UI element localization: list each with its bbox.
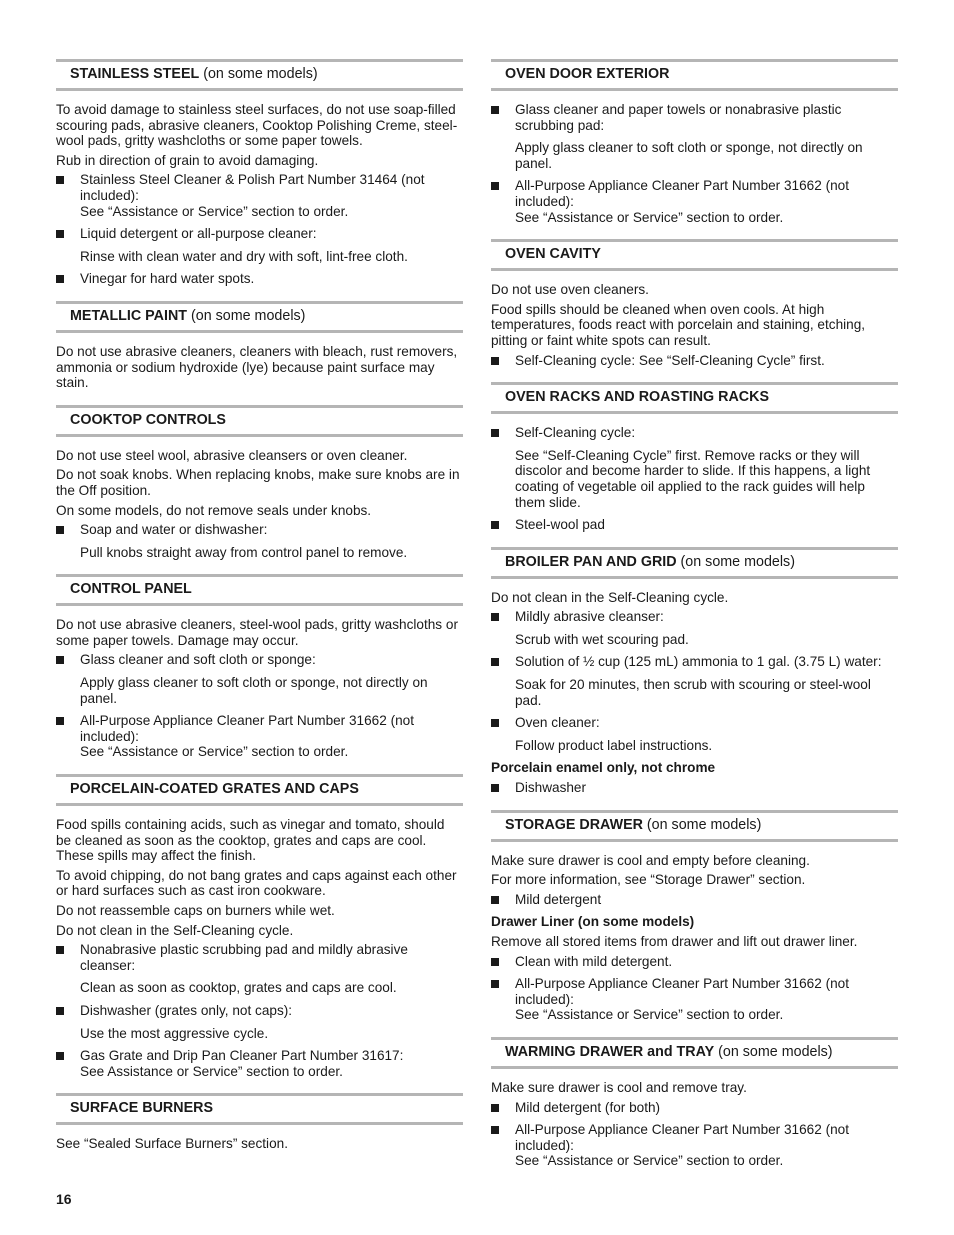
list-item-detail: Clean as soon as cooktop, grates and caps are cool.: [80, 980, 397, 996]
bullet-square-icon: [491, 182, 499, 190]
subheading: Porcelain enamel only, not chrome: [491, 760, 716, 776]
list-item: Mild detergent: [491, 892, 898, 908]
list-item: All-Purpose Appliance Cleaner Part Number 31662 (not included): See “Assistance or Service” section to order.: [491, 178, 898, 225]
section-broiler-pan: [491, 547, 898, 796]
paragraph: Do not use steel wool, abrasive cleansers or oven cleaner.: [56, 447, 408, 463]
section-heading: WARMING DRAWER and TRAY (on some models): [491, 1037, 898, 1069]
section-heading: COOKTOP CONTROLS: [56, 405, 463, 437]
list-item: Self-Cleaning cycle: See “Self-Cleaning Cycle” first.: [491, 353, 898, 369]
bullet-square-icon: [491, 613, 499, 621]
list-item: All-Purpose Appliance Cleaner Part Number 31662 (not included): See “Assistance or Service” section to order.: [491, 1122, 898, 1169]
bullet-square-icon: [491, 784, 499, 792]
list-item: Vinegar for hard water spots.: [56, 271, 463, 287]
paragraph: To avoid damage to stainless steel surfaces, do not use soap-filled scouring pads, abrasive cleaners, Cooktop Polishing Creme, steel-wool pads, gritty washcloths or some paper towels.: [56, 102, 458, 149]
bullet-square-icon: [56, 1052, 64, 1060]
list-item: Dishwasher: [491, 780, 898, 796]
bullet-square-icon: [56, 946, 64, 954]
paragraph: Do not reassemble caps on burners while wet.: [56, 903, 335, 918]
section-heading: METALLIC PAINT (on some models): [56, 301, 463, 333]
section-heading: OVEN DOOR EXTERIOR: [491, 59, 898, 91]
subheading: Drawer Liner (on some models): [491, 914, 695, 930]
bullet-square-icon: [56, 176, 64, 184]
list-item-detail: Use the most aggressive cycle.: [80, 1025, 269, 1041]
bullet-square-icon: [56, 656, 64, 664]
list-item-detail: Apply glass cleaner to soft cloth or sponge, not directly on panel.: [515, 140, 863, 171]
right-column: [491, 59, 898, 1183]
list-item-detail: Follow product label instructions.: [515, 737, 713, 753]
paragraph: Rub in direction of grain to avoid damaging.: [56, 152, 319, 168]
list-item: Liquid detergent or all-purpose cleaner:: [56, 226, 463, 242]
list-item: Dishwasher (grates only, not caps):: [56, 1003, 463, 1019]
bullet-square-icon: [491, 719, 499, 727]
bullet-square-icon: [491, 896, 499, 904]
bullet-square-icon: [56, 526, 64, 534]
list-item: Nonabrasive plastic scrubbing pad and mildly abrasive cleanser:: [56, 942, 463, 973]
bullet-square-icon: [491, 429, 499, 437]
section-heading: CONTROL PANEL: [56, 574, 463, 606]
bullet-square-icon: [491, 106, 499, 114]
paragraph: To avoid chipping, do not bang grates and caps against each other or hard surfaces such as cast iron cookware.: [56, 867, 457, 899]
bullet-square-icon: [56, 230, 64, 238]
paragraph: Food spills should be cleaned when oven cools. At high temperatures, foods react with porcelain and staining, etching, pitting or faint white spots can result.: [491, 301, 866, 348]
paragraph: Do not use oven cleaners.: [491, 282, 649, 298]
list-item: Solution of ½ cup (125 mL) ammonia to 1 gal. (3.75 L) water:: [491, 654, 898, 670]
paragraph: For more information, see “Storage Drawer” section.: [491, 872, 806, 888]
list-item: All-Purpose Appliance Cleaner Part Number 31662 (not included): See “Assistance or Service” section to order.: [56, 713, 463, 760]
list-item: Oven cleaner:: [491, 715, 898, 731]
section-oven-cavity: [491, 239, 898, 368]
paragraph: Do not clean in the Self-Cleaning cycle.: [491, 589, 729, 605]
page-number: 16: [56, 1191, 72, 1207]
section-heading: SURFACE BURNERS: [56, 1093, 463, 1125]
bullet-square-icon: [56, 1007, 64, 1015]
section-warming-drawer: [491, 1037, 898, 1169]
list-item: Gas Grate and Drip Pan Cleaner Part Number 31617: See Assistance or Service” section to order.: [56, 1048, 463, 1079]
list-item: Soap and water or dishwasher:: [56, 522, 463, 538]
bullet-square-icon: [491, 1126, 499, 1134]
section-heading: PORCELAIN-COATED GRATES AND CAPS: [56, 774, 463, 806]
section-heading: STORAGE DRAWER (on some models): [491, 810, 898, 842]
bullet-square-icon: [491, 1104, 499, 1112]
section-heading: OVEN RACKS AND ROASTING RACKS: [491, 382, 898, 414]
paragraph: Make sure drawer is cool and empty before cleaning.: [491, 852, 810, 868]
section-stainless-steel: [56, 59, 463, 287]
paragraph: Do not use abrasive cleaners, steel-wool pads, gritty washcloths or some paper towels. Damage may occur.: [56, 617, 458, 648]
section-heading: STAINLESS STEEL (on some models): [56, 59, 463, 91]
list-item-detail: Scrub with wet scouring pad.: [515, 631, 689, 647]
list-item: Mildly abrasive cleanser:: [491, 609, 898, 625]
paragraph: See “Sealed Surface Burners” section.: [56, 1136, 288, 1152]
paragraph: Do not use abrasive cleaners, cleaners with bleach, rust removers, ammonia or sodium hydroxide (lye) because paint surface may stain.: [56, 343, 458, 391]
left-column: [56, 59, 463, 1166]
list-item: Self-Cleaning cycle:: [491, 425, 898, 441]
list-item: Stainless Steel Cleaner & Polish Part Number 31464 (not included): See “Assistance or Service” section to order.: [56, 172, 463, 219]
paragraph: Remove all stored items from drawer and lift out drawer liner.: [491, 934, 858, 949]
section-metallic-paint: [56, 301, 463, 391]
list-item: Glass cleaner and paper towels or nonabrasive plastic scrubbing pad:: [491, 102, 898, 133]
list-item-detail: Rinse with clean water and dry with soft, lint-free cloth.: [80, 248, 408, 264]
bullet-square-icon: [491, 658, 499, 666]
section-cooktop-controls: [56, 405, 463, 561]
list-item: Glass cleaner and soft cloth or sponge:: [56, 652, 463, 668]
section-porcelain-grates: [56, 774, 463, 1079]
bullet-square-icon: [491, 521, 499, 529]
section-oven-door-exterior: [491, 59, 898, 225]
list-item-detail: Pull knobs straight away from control panel to remove.: [80, 544, 408, 560]
list-item: Clean with mild detergent.: [491, 954, 898, 970]
bullet-square-icon: [491, 357, 499, 365]
list-item: Steel-wool pad: [491, 517, 898, 533]
list-item: Mild detergent (for both): [491, 1100, 898, 1116]
section-heading: BROILER PAN AND GRID (on some models): [491, 547, 898, 579]
section-control-panel: [56, 574, 463, 760]
list-item-detail: See “Self-Cleaning Cycle” first. Remove racks or they will discolor and become harder to slide. If this happens, a light coating of vegetable oil applied to the rack guides will help them slide.: [515, 447, 871, 510]
section-storage-drawer: [491, 810, 898, 1023]
paragraph: Do not soak knobs. When replacing knobs, make sure knobs are in the Off position.: [56, 467, 460, 498]
section-heading: OVEN CAVITY: [491, 239, 898, 271]
list-item-detail: Apply glass cleaner to soft cloth or sponge, not directly on panel.: [80, 675, 428, 706]
paragraph: Food spills containing acids, such as vinegar and tomato, should be cleaned as soon as the cooktop, grates and caps are cool. These spills may affect the finish.: [56, 817, 445, 864]
list-item-detail: Soak for 20 minutes, then scrub with scouring or steel-wool pad.: [515, 677, 871, 708]
bullet-square-icon: [491, 958, 499, 966]
bullet-square-icon: [56, 275, 64, 283]
list-item: All-Purpose Appliance Cleaner Part Number 31662 (not included): See “Assistance or Service” section to order.: [491, 976, 898, 1023]
section-oven-racks: [491, 382, 898, 533]
paragraph: Do not clean in the Self-Cleaning cycle.: [56, 922, 294, 938]
bullet-square-icon: [56, 717, 64, 725]
section-surface-burners: [56, 1093, 463, 1152]
paragraph: On some models, do not remove seals under knobs.: [56, 502, 372, 518]
bullet-square-icon: [491, 980, 499, 988]
paragraph: Make sure drawer is cool and remove tray.: [491, 1079, 747, 1095]
